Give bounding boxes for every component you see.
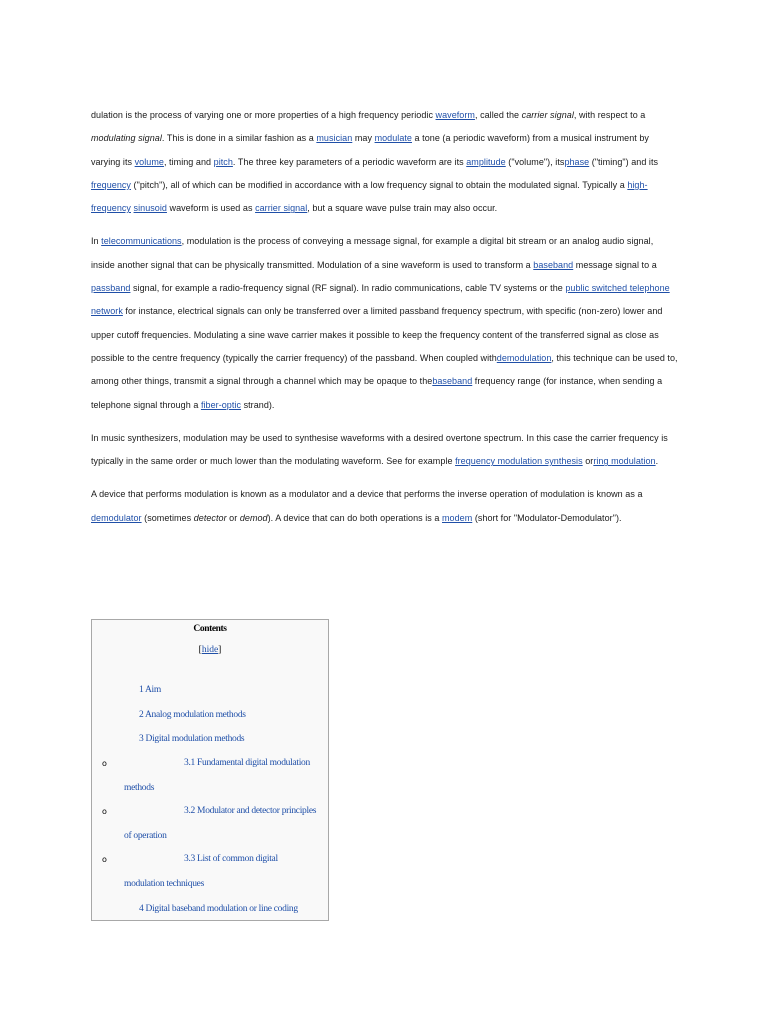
toc-item-fundamental-digital-modulation[interactable]: 3.1 Fundamental digital modulation [184, 758, 310, 768]
toc-item-modulator-detector-principles[interactable]: 3.2 Modulator and detector principles [184, 806, 317, 816]
toc-item-digital-modulation[interactable]: 3 Digital modulation methods [139, 734, 245, 744]
text-run: strand). [241, 399, 275, 410]
text-run: , with respect to a [573, 110, 646, 120]
inline-link[interactable]: frequency [91, 179, 131, 190]
toc-hide-toggle: [hide] [198, 645, 222, 655]
inline-link[interactable]: musician [316, 133, 353, 144]
inline-link[interactable]: volume [134, 156, 164, 167]
paragraph-music-synthesizers [91, 427, 678, 474]
toc-item-digital-baseband[interactable]: 4 Digital baseband modulation or line coding [139, 904, 298, 914]
text-run: for instance, electrical signals can only be transferred over a limited passband frequency spectrum, with specific (non-zero) lower and upper cutoff frequencies. Modulating a sine wave carrier makes it possible to keep the frequency content of the transferred signal as close as possible to the centre frequency (typically the carrier frequency) of the passband. When coupled with [91, 306, 663, 363]
toc-hide-link[interactable]: hide [201, 645, 219, 655]
inline-link[interactable]: modulate [374, 133, 412, 144]
inline-link[interactable]: demodulation [496, 352, 552, 363]
inline-link[interactable]: sinusoid [133, 203, 167, 214]
text-run: A device that performs modulation is known as a modulator and a device that performs the inverse operation of modulation is known as a [91, 489, 643, 500]
inline-link[interactable]: ring modulation [593, 456, 656, 467]
paragraph-modulator-devices [91, 483, 678, 530]
emphasized-text: modulating signal [91, 133, 162, 144]
text-run: ("timing") and its [589, 156, 659, 167]
text-run: , this technique can be used to, among other things, transmit a signal through a channel which may be opaque to the [91, 352, 678, 387]
toc-item-analog-modulation[interactable]: 2 Analog modulation methods [139, 710, 246, 720]
inline-link[interactable]: passband [91, 283, 131, 294]
text-run: or [226, 512, 240, 523]
toc-item-common-digital-modulation-cont[interactable]: modulation techniques [124, 879, 204, 889]
inline-link[interactable]: pitch [213, 156, 233, 167]
inline-link[interactable]: modem [442, 512, 473, 523]
toc-bullet: o [102, 759, 107, 768]
text-run: . The three key parameters of a periodic waveform are its [232, 156, 467, 167]
text-run: . [655, 456, 659, 467]
toc-bullet: o [102, 807, 107, 816]
inline-link[interactable]: carrier signal [255, 203, 308, 214]
text-run: or [582, 456, 594, 467]
inline-link[interactable]: waveform [435, 110, 475, 120]
inline-link[interactable]: amplitude [466, 156, 506, 167]
text-run: , modulation is the process of conveying a message signal, for example a digital bit stream or an analog audio signal, inside another signal that can be physically transmitted. Modulation of a sine waveform is used to transform a [91, 236, 654, 270]
toc-title: Contents [193, 624, 227, 634]
paragraph-intro [91, 104, 678, 220]
text-run: frequency range (for instance, when sending a telephone signal through a [91, 376, 663, 410]
inline-link[interactable]: frequency modulation synthesis [455, 456, 583, 467]
emphasized-text: detector [193, 512, 227, 523]
text-run: ("volume"), its [505, 156, 565, 167]
text-run: a tone (a periodic waveform) from a musical instrument by varying its [91, 133, 649, 167]
text-run: . This is done in a similar fashion as a [161, 133, 317, 144]
text-run: dulation is the process of varying one or more properties of a high frequency periodic [91, 110, 436, 120]
text-run: waveform is used as [166, 203, 256, 214]
text-run: may [352, 133, 375, 144]
inline-link[interactable]: baseband [432, 376, 473, 387]
toc-item-fundamental-digital-modulation-cont[interactable]: methods [124, 783, 155, 793]
toc-item-modulator-detector-principles-cont[interactable]: of operation [124, 831, 167, 841]
paragraph-telecommunications [91, 230, 678, 416]
toc-item-common-digital-modulation[interactable]: 3.3 List of common digital [184, 854, 278, 864]
inline-link[interactable]: fiber-optic [200, 399, 242, 410]
inline-link[interactable]: demodulator [91, 512, 142, 523]
emphasized-text: demod [239, 512, 268, 523]
text-run: , called the [474, 110, 522, 120]
text-run: In [91, 236, 102, 247]
text-run: , but a square wave pulse train may also occur. [307, 203, 498, 214]
text-run: ("pitch"), all of which can be modified in accordance with a low frequency signal to obtain the modulated signal. Typically a [130, 179, 628, 190]
table-of-contents [91, 619, 329, 921]
text-run: , timing and [163, 156, 214, 167]
text-run: ). A device that can do both operations is a [267, 512, 442, 523]
emphasized-text: carrier signal [521, 110, 574, 120]
text-run: (short for "Modulator-Demodulator"). [472, 512, 622, 523]
inline-link[interactable]: telecommunications [101, 236, 182, 247]
text-run: (sometimes [141, 512, 194, 523]
inline-link[interactable]: baseband [533, 259, 574, 270]
inline-link[interactable]: high-frequency [91, 179, 648, 214]
toc-bullet: o [102, 855, 107, 864]
inline-link[interactable]: public switched telephone network [91, 283, 670, 317]
toc-item-aim[interactable]: 1 Aim [139, 685, 161, 695]
inline-link[interactable]: phase [564, 156, 590, 167]
text-run: message signal to a [573, 259, 657, 270]
article-body [91, 104, 678, 540]
text-run: In music synthesizers, modulation may be used to synthesise waveforms with a desired overtone spectrum. In this case the carrier frequency is typically in the same order or much lower than the modulating waveform. See for example [91, 432, 668, 467]
text-run: signal, for example a radio-frequency signal (RF signal). In radio communications, cable TV systems or the [130, 283, 566, 294]
